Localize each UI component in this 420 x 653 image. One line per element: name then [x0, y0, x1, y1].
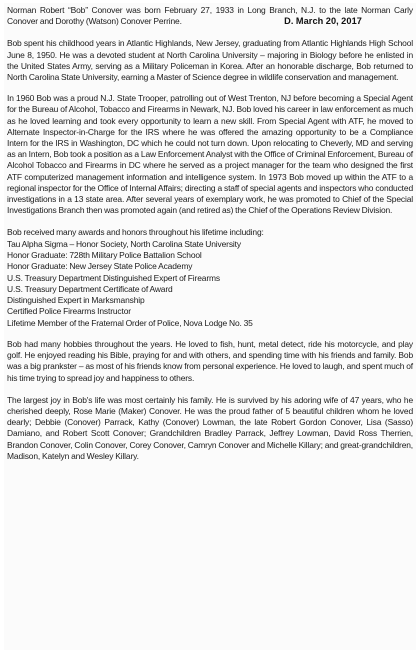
honor-item: Distinguished Expert in Marksmanship	[7, 295, 145, 306]
honor-item: Honor Graduate: 728th Military Police Battalion School	[7, 249, 202, 260]
career-paragraph: In 1960 Bob was a proud N.J. State Trooper, patrolling out of West Trenton, NJ before becoming a Special Agent for the Bureau of Alcohol, Tobacco and Firearms in Newark, NJ. Bob loved his career in law enforcement as much as he loved learning and took every opportunity to learn a new skill. From Special Agent with ATF, he moved to Alternate Inspector-in-Charge for the IRS where he was offered the amazing opportunity to be a Compliance Intern for the IRS in Washington, DC which he could not turn down. Upon relocating to Cheverly, MD and serving as an Intern, Bob took a position as a Law Enforcement Analyst with the Office of Criminal Enforcement, Bureau of Alcohol Tobacco and Firearms in DC where he served as a project manager for the team who designed the first ATF computerized management information and intelligence system. In 1973 Bob moved up within the ATF to a regional inspector for the Office of Internal Affairs; directing a staff of special agents and inspectors who conducted investigations in a 13 state area. After several years of exemplary work, he was promoted to Chief of the Special Investigations Branch then was promoted again (and retired as) the Chief of the Operations Review Division.	[7, 93, 413, 216]
family-paragraph: The largest joy in Bob's life was most certainly his family. He is survived by his adoring wife of 47 years, who he cherished deeply, Rose Marie (Maker) Conover. He was the proud father of 5 beautiful children whom he loved dearly; Debbie (Conover) Parrack, Kathy (Conover) Lowman, the late Robert Gordon Conover, Lisa (Sasso) Damiano, and Robert Scott Conover; Grandchildren Bradley Parrack, Jeffrey Lowman, David Ross Therrien, Brandon Conover, Colin Conover, Corey Conover, Camryn Conover and Michelle Killary; and great-grandchildren, Madison, Katelyn and Wesley Killary.	[7, 394, 413, 461]
early-life-paragraph: Bob spent his childhood years in Atlantic Highlands, New Jersey, graduating from Atlantic Highlands High School June 8, 1950. He was a devoted student at North Carolina University – majoring in Biology before he enlisted in the United States Army, serving as a Military Policeman in Korea. After an honorable discharge, Bob returned to North Carolina State University, earning a Master of Science degree in wildlife conservation and management.	[7, 38, 413, 83]
obituary-document	[4, 3, 416, 650]
intro-text: Norman Robert “Bob” Conover was born February 27, 1933 in Long Branch, N.J. to the late Norman Carly Conover and Dorothy (Watson) Conover Perrine.	[7, 5, 413, 27]
honor-item: U.S. Treasury Department Distinguished Expert of Firearms	[7, 272, 220, 283]
death-date: D. March 20, 2017	[284, 16, 362, 26]
honors-list	[7, 239, 413, 329]
hobbies-paragraph: Bob had many hobbies throughout the years. He loved to fish, hunt, metal detect, ride his motorcycle, and play golf. He enjoyed reading his Bible, praying for and with others, and spending time with his friends and family. Bob was a big prankster – as most of his friends know from personal experience. He loved to laugh, and spent much of his time trying to spread joy and happiness to others.	[7, 339, 413, 383]
awards-section	[7, 227, 413, 329]
honor-item: Honor Graduate: New Jersey State Police Academy	[7, 261, 193, 272]
obituary-header	[7, 5, 413, 27]
awards-intro: Bob received many awards and honors throughout his lifetime including:	[7, 227, 264, 238]
honor-item: U.S. Treasury Department Certificate of Award	[7, 283, 173, 294]
honor-item: Certified Police Firearms Instructor	[7, 306, 131, 317]
honor-item: Tau Alpha Sigma – Honor Society, North Carolina State University	[7, 238, 241, 249]
honor-item: Lifetime Member of the Fraternal Order of Police, Nova Lodge No. 35	[7, 317, 253, 328]
